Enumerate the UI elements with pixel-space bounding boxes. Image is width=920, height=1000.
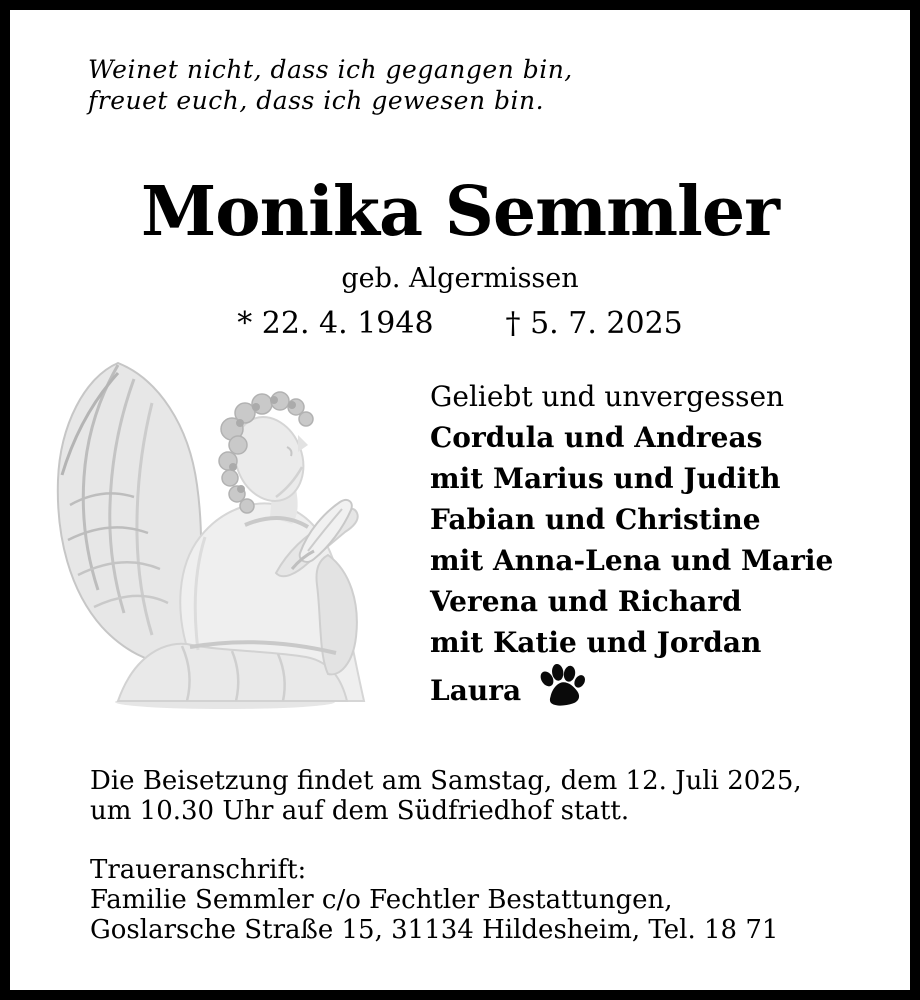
angel-statue-image [40, 355, 400, 717]
mourner-line: Fabian und Christine [430, 503, 761, 536]
mourner-line: Verena und Richard [430, 585, 742, 618]
condolence-address-label: Traueranschrift: [90, 855, 307, 885]
mourner-name: Laura [430, 674, 522, 707]
condolence-address [90, 855, 778, 945]
condolence-address-line-1: Familie Semmler c/o Fechtler Bestattungen, [90, 885, 673, 915]
mourner-line: mit Katie und Jordan [430, 626, 762, 659]
maiden-name: geb. Algermissen [341, 263, 579, 294]
epigraph-line-1: Weinet nicht, dass ich gegangen bin, [88, 55, 573, 84]
mourner-line: Cordula und Andreas [430, 421, 763, 454]
funeral-line-2: um 10.30 Uhr auf dem Südfriedhof statt. [90, 796, 630, 826]
mourner-line: mit Marius und Judith [430, 462, 781, 495]
birth-date: * 22. 4. 1948 [237, 306, 434, 341]
condolence-address-line-2: Goslarsche Straße 15, 31134 Hildesheim, Tel. 18 71 [90, 915, 779, 945]
funeral-line-1: Die Beisetzung findet am Samstag, dem 12. Juli 2025, [90, 766, 802, 796]
epigraph [88, 54, 573, 116]
mourner-line: mit Anna-Lena und Marie [430, 544, 834, 577]
funeral-info [90, 766, 802, 826]
epigraph-line-2: freuet euch, dass ich gewesen bin. [88, 86, 545, 115]
mourners-intro: Geliebt und unvergessen [430, 380, 785, 413]
mourners-list [430, 376, 833, 711]
life-dates [10, 306, 910, 342]
deceased-name: Monika Semmler [141, 172, 779, 252]
death-date: † 5. 7. 2025 [505, 306, 683, 341]
mourner-line-laura [430, 663, 833, 711]
paw-print-icon [535, 663, 587, 707]
